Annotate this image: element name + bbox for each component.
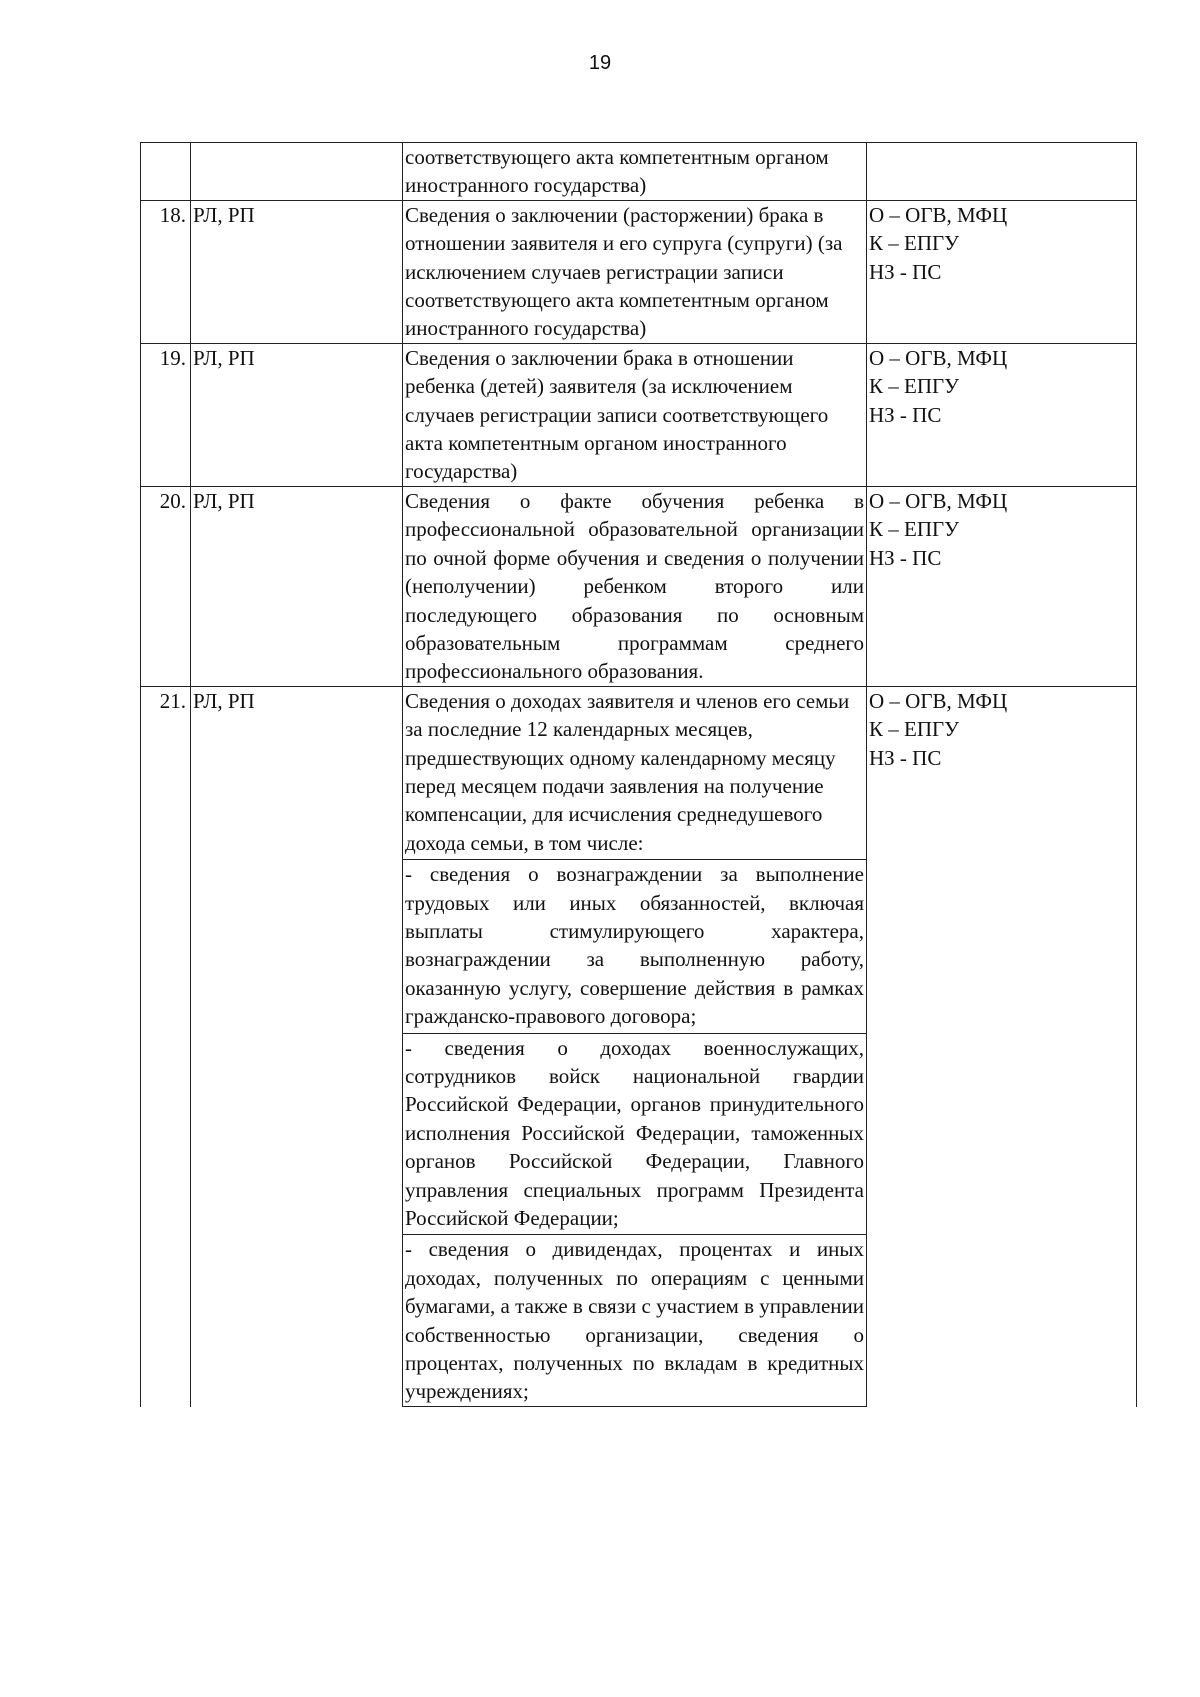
sub-item-text: - сведения о доходах военнослужащих, сотрудников войск национальной гвардии Российской Федерации, органов принудительного исполнения Российской Федерации, таможенных органов Российской Федерации, Главного управления специальных программ Президента Российской Федерации;	[405, 1035, 864, 1231]
row-number-cell: 20.	[141, 486, 191, 686]
source-cell: О – ОГВ, МФЦ К – ЕПГУ НЗ - ПС	[867, 686, 1137, 1407]
sub-item-block	[403, 1033, 866, 1233]
table-row	[141, 486, 1137, 686]
description-text: Сведения о факте обучения ребенка в профессиональной образовательной организации по очной форме обучения и сведения о получении (неполучении) ребенком второго или последующего образования по основным образовательным программам среднего профессионального образования.	[405, 488, 864, 684]
description-cell	[403, 686, 867, 1407]
page-number: 19	[588, 52, 612, 74]
source-cell: О – ОГВ, МФЦ К – ЕПГУ НЗ - ПС	[867, 343, 1137, 486]
row-number-cell	[141, 143, 191, 201]
description-text: соответствующего акта компетентным органом иностранного государства)	[405, 145, 829, 198]
sub-item-block	[403, 859, 866, 1030]
description-text: Сведения о заключении (расторжении) брака в отношении заявителя и его супруга (супруги) (за исключением случаев регистрации записи соответствующего акта компетентным органом иностранного государства)	[405, 202, 843, 341]
row-number-cell: 21.	[141, 686, 191, 1407]
description-text: Сведения о заключении брака в отношении ребенка (детей) заявителя (за исключением случаев регистрации записи соответствующего акта компетентным органом иностранного государства)	[405, 345, 829, 484]
description-cell	[403, 200, 867, 343]
document-kind-cell: РЛ, РП	[191, 200, 403, 343]
source-cell	[867, 143, 1137, 201]
description-cell	[403, 486, 867, 686]
description-cell	[403, 143, 867, 201]
sub-item-text: - сведения о дивидендах, процентах и иных доходах, полученных по операциям с ценными бумагами, а также в связи с участием в управлении собственностью организации, сведения о процентах, полученных по вкладам в кредитных учреждениях;	[405, 1237, 864, 1404]
table-row	[141, 143, 1137, 201]
description-text: Сведения о доходах заявителя и членов его семьи за последние 12 календарных месяцев, предшествующих одному календарному месяцу перед месяцем подачи заявления на получение компенсации, для исчисления среднедушевого дохода семьи, в том числе:	[405, 688, 850, 855]
document-kind-cell	[191, 143, 403, 201]
document-kind-cell: РЛ, РП	[191, 343, 403, 486]
source-cell: О – ОГВ, МФЦ К – ЕПГУ НЗ - ПС	[867, 486, 1137, 686]
sub-item-text: - сведения о вознаграждении за выполнение трудовых или иных обязанностей, включая выплаты стимулирующего характера, вознаграждении за выполненную работу, оказанную услугу, совершение действия в рамках гражданско-правового договора;	[405, 862, 864, 1029]
source-cell: О – ОГВ, МФЦ К – ЕПГУ НЗ - ПС	[867, 200, 1137, 343]
requirements-table	[140, 142, 1137, 1407]
table-row	[141, 343, 1137, 486]
table-row	[141, 200, 1137, 343]
document-kind-cell: РЛ, РП	[191, 686, 403, 1407]
table-row	[141, 686, 1137, 1407]
row-number-cell: 19.	[141, 343, 191, 486]
document-kind-cell: РЛ, РП	[191, 486, 403, 686]
sub-item-block	[403, 1234, 866, 1406]
description-cell	[403, 343, 867, 486]
row-number-cell: 18.	[141, 200, 191, 343]
